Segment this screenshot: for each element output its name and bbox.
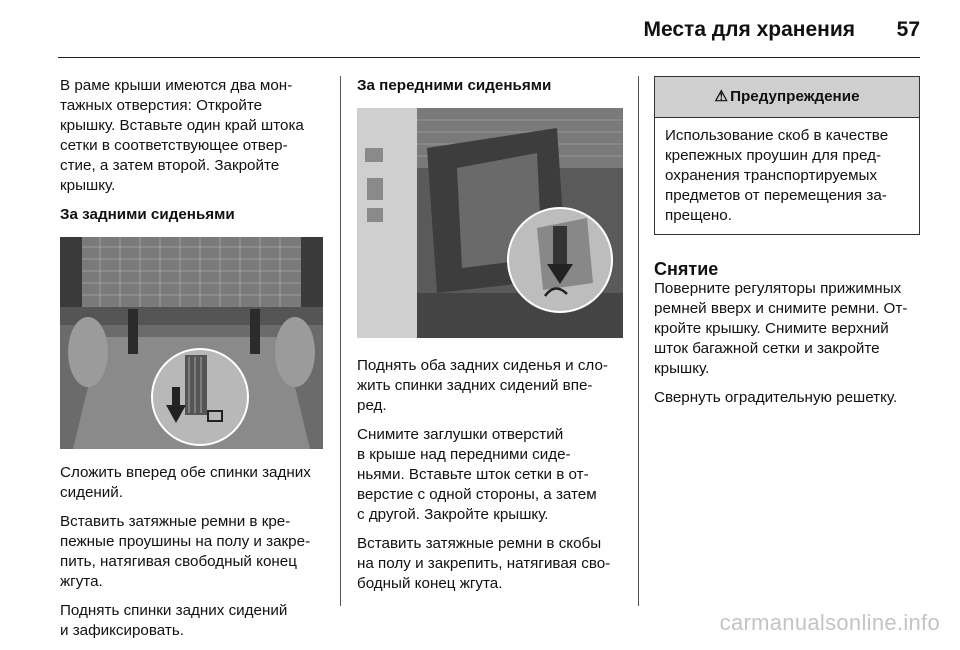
paragraph-raise-rear-seats: Поднять оба задних сиденья и сло- жить спинки задних сидений впе- ред. [357,357,608,414]
warning-icon: ⚠ [714,88,729,105]
rear-seats-illustration [60,237,323,449]
front-seats-illustration [357,108,623,338]
paragraph-raise-seats: Поднять спинки задних сидений и зафиксировать. [60,602,288,639]
watermark: carmanualsonline.info [719,610,940,635]
column-divider [340,76,341,606]
paragraph-fold-seats: Сложить вперед обе спинки задних сидений. [60,464,311,501]
paragraph-remove-plugs: Снимите заглушки отверстий в крыше над передними сиде- ньями. Вставьте шток сетки в от- верстие с одной стороны, а затем с другой. Закройте крышку. [357,426,597,523]
page-header [0,0,960,58]
warning-box [654,76,920,235]
section-heading-removal: Снятие [654,259,719,279]
column-right [654,76,920,417]
column-divider [638,76,639,606]
section-heading-front-seats: За передними сиденьями [357,77,552,94]
warning-text: Использование скоб в качестве крепежных проушин для пред- охранения транспортируемых предметов от перемещения за- прещено. [665,127,889,224]
paragraph-insert-straps-brackets: Вставить затяжные ремни в скобы на полу и закрепить, натягивая сво- бодный конец жгута. [357,535,611,592]
page-number: 57 [896,18,920,41]
paragraph-insert-straps: Вставить затяжные ремни в кре- пежные проушины на полу и закре- пить, натягивая свободный конец жгута. [60,513,311,590]
column-left [60,76,325,650]
column-middle [357,76,625,603]
warning-title: Предупреждение [730,88,860,105]
paragraph-roll-up-grid: Свернуть оградительную решетку. [654,389,898,406]
page-title: Места для хранения [643,18,855,41]
paragraph-removal-steps: Поверните регуляторы прижимных ремней вверх и снимите ремни. От- кройте крышку. Снимите верхний шток багажной сетки и закройте крышку. [654,280,908,377]
intro-paragraph: В раме крыши имеются два мон- тажных отверстия: Откройте крышку. Вставьте один край штока сетки в соответствующее отвер- стие, а затем второй. Закройте крышку. [60,77,304,194]
warning-header [655,77,919,118]
header-divider [58,57,920,58]
section-heading-rear-seats: За задними сиденьями [60,206,235,223]
